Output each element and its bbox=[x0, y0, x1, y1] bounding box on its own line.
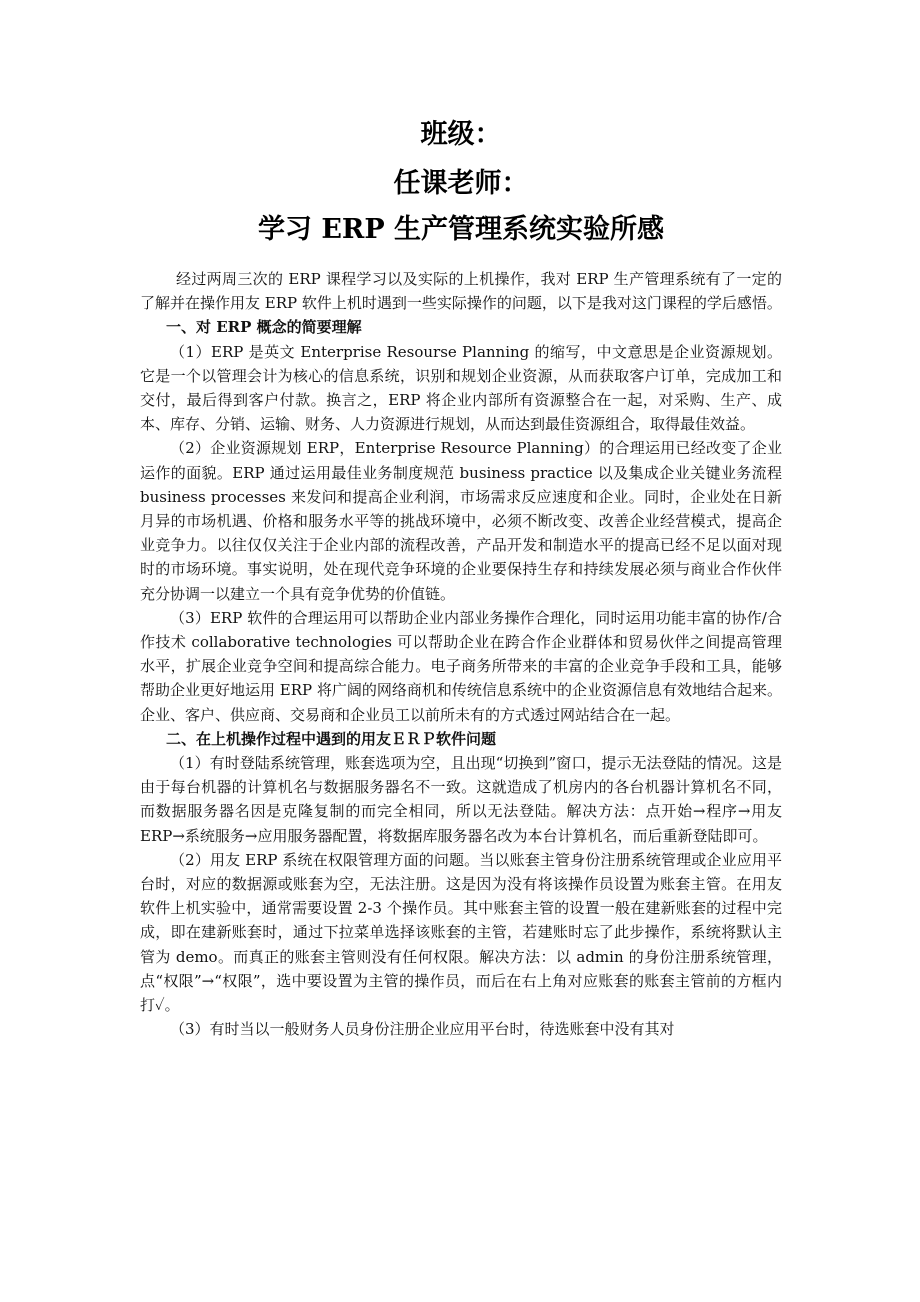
teacher-label: 任课老师： bbox=[393, 168, 529, 199]
section2-paragraph-3: （3）有时当以一般财务人员身份注册企业应用平台时，待选账套中没有其对 bbox=[170, 1020, 675, 1039]
intro-paragraph: 经过两周三次的 ERP 课程学习以及实际的上机操作，我对 ERP 生产管理系统有了一定的了解并在操作用友 ERP 软件上机时遇到一些实际操作的问题，以下是我对这门课程的学后感悟。 bbox=[140, 270, 782, 313]
section2-paragraph-2: （2）用友 ERP 系统在权限管理方面的问题。当以账套主管身份注册系统管理或企业应用平台时，对应的数据源或账套为空，无法注册。这是因为没有将该操作员设置为账套主管。在用友软件上机实验中，通常需要设置 2-3 个操作员。其中账套主管的设置一般在建新账套的过程中完成，即在建新账套时，通过下拉菜单选择该账套的主管，若建账时忘了此步操作，系统将默认主管为 demo。而真正的账套主管则没有任何权限。解决方法：以 admin 的身份注册系统管理，点“权限”→“权限”，选中要设置为主管的操作员，而后在右上角对应账套的账套主管前的方框内打✓。 bbox=[140, 850, 782, 1015]
section1-paragraph-3: （3）ERP 软件的合理运用可以帮助企业内部业务操作合理化，同时运用功能丰富的协作/合作技术 collaborative technologies 可以帮助企业在跨合作企业群体和贸易伙伴之间提高管理水平，扩展企业竞争空间和提高综合能力。电子商务所带来的丰富的企业竞争手段和工具，能够帮助企业更好地运用 ERP 将广阔的网络商机和传统信息系统中的企业资源信息有效地结合起来。企业、客户、供应商、交易商和企业员工以前所未有的方式透过网站结合在一起。 bbox=[140, 608, 782, 724]
section2-paragraph-1: （1）有时登陆系统管理，账套选项为空，且出现“切换到”窗口，提示无法登陆的情况。这是由于每台机器的计算机名与数据服务器名不一致。这就造成了机房内的各台机器计算机名不同，而数据服务器名因是克隆复制的而完全相同，所以无法登陆。解决方法：点开始→程序→用友 ERP→系统服务→应用服务器配置，将数据库服务器名改为本台计算机名，而后重新登陆即可。 bbox=[140, 754, 782, 845]
document-title: 学习 ERP 生产管理系统实验所感 bbox=[257, 214, 665, 245]
section-heading-erp-concept: 一、对 ERP 概念的简要理解 bbox=[166, 318, 362, 337]
section1-paragraph-2: （2）企业资源规划 ERP，Enterprise Resource Planning）的合理运用已经改变了企业运作的面貌。ERP 通过运用最佳业务制度规范 business practice 以及集成企业关键业务流程 business processes 来发问和提高企业利润，市场需求反应速度和企业。同时，企业处在日新月异的市场机遇、价格和服务水平等的挑战环境中，必须不断改变、改善企业经营模式，提高企业竞争力。以往仅仅关注于企业内部的流程改善，产品开发和制造水平的提高已经不足以面对现时的市场环境。事实说明，处在现代竞争环境的企业要保持生存和持续发展必须与商业合作伙伴充分协调一以建立一个具有竞争优势的价值链。 bbox=[140, 439, 782, 603]
document-page bbox=[140, 112, 782, 1042]
section1-paragraph-1: （1）ERP 是英文 Enterprise Resourse Planning 的缩写，中文意思是企业资源规划。它是一个以管理会计为核心的信息系统，识别和规划企业资源，从而获取客户订单，完成加工和交付，最后得到客户付款。换言之，ERP 将企业内部所有资源整合在一起，对采购、生产、成本、库存、分销、运输、财务、人力资源进行规划，从而达到最佳资源组合，取得最佳效益。 bbox=[140, 342, 782, 434]
class-label: 班级： bbox=[420, 119, 502, 150]
section-heading-software-issues: 二、在上机操作过程中遇到的用友ＥＲＰ软件问题 bbox=[166, 729, 497, 748]
document-body bbox=[140, 267, 782, 1042]
